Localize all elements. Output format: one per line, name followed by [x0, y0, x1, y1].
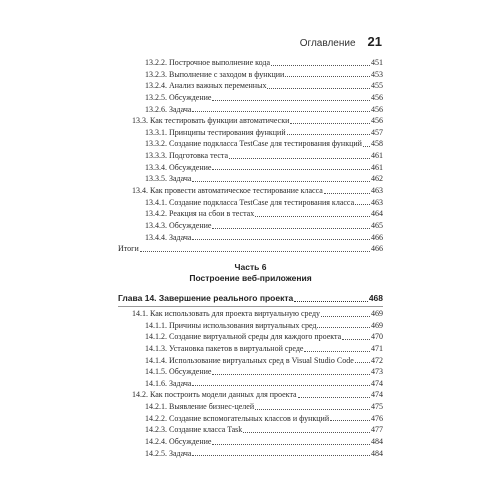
dot-leader: [330, 419, 370, 421]
toc-entry-title: 13.2.5. Обсуждение: [145, 92, 212, 102]
toc-entry[interactable]: [118, 436, 383, 448]
toc-entry-page: 471: [371, 343, 383, 353]
dot-leader: [294, 300, 368, 302]
toc-entry[interactable]: [118, 243, 383, 255]
dot-leader: [229, 157, 370, 159]
toc-entry-title: 14.2.3. Создание класса Task: [145, 425, 243, 435]
toc-entry[interactable]: [118, 80, 383, 92]
dot-leader: [192, 238, 370, 240]
toc-entry[interactable]: [118, 104, 383, 116]
dot-leader: [255, 408, 370, 410]
dot-leader: [140, 250, 370, 252]
dot-leader: [267, 87, 370, 89]
page-number: 21: [367, 34, 382, 49]
dot-leader: [243, 431, 370, 433]
dot-leader: [212, 227, 370, 229]
dot-leader: [285, 75, 370, 77]
toc-entry-title: 13.2.2. Построчное выполнение кода: [145, 57, 271, 67]
part-heading: [118, 262, 383, 284]
toc-entry-page: 458: [371, 139, 383, 149]
toc-entry-page: 463: [371, 186, 383, 196]
toc-entry-title: 13.4.1. Создание подкласса TestCase для тестирования класса: [145, 197, 355, 207]
toc-entry-page: 457: [371, 127, 383, 137]
dot-leader: [192, 180, 370, 182]
toc-entry-page: 465: [371, 220, 383, 230]
toc-entry-page: 464: [371, 209, 383, 219]
dot-leader: [363, 145, 370, 147]
part-number: Часть 6: [234, 262, 267, 272]
toc-entry-page: 462: [371, 174, 383, 184]
toc-entry-title: 14.1.3. Установка пакетов в виртуальной среде: [145, 343, 304, 353]
toc-entry[interactable]: [118, 331, 383, 343]
toc-entry-title: 13.3.2. Создание подкласса TestCase для тестирования функций: [145, 139, 362, 149]
toc-entry[interactable]: [118, 197, 383, 209]
toc-entry-title: 14.2.5. Задача: [145, 448, 192, 458]
toc-entry-page: 455: [371, 81, 383, 91]
toc-entry[interactable]: [118, 378, 383, 390]
toc-entry-page: 461: [371, 162, 383, 172]
toc-entry-title: 14.1.1. Причины использования виртуальных сред: [145, 320, 317, 330]
dot-leader: [192, 384, 370, 386]
toc-entry[interactable]: [118, 308, 383, 320]
toc-entry[interactable]: [118, 232, 383, 244]
toc-entry-title: 13.3. Как тестировать функции автоматически: [132, 116, 290, 126]
toc-entry-page: 484: [371, 448, 383, 458]
toc-entry[interactable]: [118, 127, 383, 139]
toc-entry-page: 456: [371, 92, 383, 102]
toc-entry-title: 14.1.2. Создание виртуальной среды для каждого проекта: [145, 332, 342, 342]
toc-entry[interactable]: [118, 162, 383, 174]
dot-leader: [212, 168, 370, 170]
dot-leader: [192, 454, 370, 456]
toc-entry-title: 13.3.4. Обсуждение: [145, 162, 212, 172]
toc-entry-page: 469: [371, 320, 383, 330]
toc-list-top: [118, 57, 383, 255]
toc-entry-title: 13.2.6. Задача: [145, 104, 192, 114]
toc-entry[interactable]: [118, 115, 383, 127]
toc-entry-page: 466: [371, 232, 383, 242]
dot-leader: [271, 64, 370, 66]
toc-entry-title: 13.2.3. Выполнение с заходом в функции: [145, 69, 285, 79]
dot-leader: [355, 203, 370, 205]
dot-leader: [317, 326, 370, 328]
toc-entry-title: 14.1.5. Обсуждение: [145, 367, 212, 377]
toc-entry-title: 13.4.2. Реакция на сбои в тестах: [145, 209, 255, 219]
toc-entry-title: 14.1.6. Задача: [145, 378, 192, 388]
toc-entry[interactable]: [118, 355, 383, 367]
toc-entry-title: 14.2.2. Создание вспомогательных классов и функций: [145, 413, 330, 423]
dot-leader: [255, 215, 370, 217]
toc-entry[interactable]: [118, 57, 383, 69]
toc-entry-title: 13.4.4. Задача: [145, 232, 192, 242]
dot-leader: [355, 361, 370, 363]
running-header-title: Оглавление: [299, 38, 356, 49]
toc-entry-title: 13.3.5. Задача: [145, 174, 192, 184]
toc-entry-page: 474: [371, 390, 383, 400]
toc-entry-title: 13.3.3. Подготовка теста: [145, 151, 229, 161]
chapter-page: 468: [368, 293, 383, 303]
toc-entry-title: 13.3.1. Принципы тестирования функций: [145, 127, 286, 137]
toc-entry-page: 473: [371, 367, 383, 377]
dot-leader: [287, 133, 370, 135]
toc-list-bottom: [118, 292, 383, 459]
toc-entry-page: 463: [371, 197, 383, 207]
toc-entry-page: 456: [371, 104, 383, 114]
dot-leader: [192, 110, 370, 112]
dot-leader: [304, 350, 370, 352]
dot-leader: [321, 315, 370, 317]
chapter-title: Глава 14. Завершение реального проекта: [118, 293, 294, 303]
dot-leader: [212, 99, 370, 101]
dot-leader: [324, 192, 370, 194]
dot-leader: [212, 373, 370, 375]
toc-entry[interactable]: [118, 69, 383, 81]
chapter-entry[interactable]: [118, 292, 383, 305]
toc-entry[interactable]: [118, 92, 383, 104]
toc-entry-page: 466: [371, 244, 383, 254]
dot-leader: [290, 122, 370, 124]
toc-entry-page: 477: [371, 425, 383, 435]
toc-entry-title: Итоги: [118, 244, 139, 254]
toc-entry-title: 14.2.1. Выявление бизнес-целей: [145, 402, 255, 412]
toc-entry-page: 453: [371, 69, 383, 79]
toc-entry[interactable]: [118, 389, 383, 401]
toc-entry-page: 484: [371, 437, 383, 447]
dot-leader: [212, 443, 370, 445]
toc-entry-page: 451: [371, 57, 383, 67]
toc-entry-title: 14.1. Как использовать для проекта виртуальную среду: [132, 308, 321, 318]
toc-entry-title: 14.2. Как построить модели данных для проекта: [132, 390, 297, 400]
toc-entry-page: 472: [371, 355, 383, 365]
toc-entry[interactable]: [118, 208, 383, 220]
toc-entry[interactable]: [118, 173, 383, 185]
toc-entry-title: 14.1.4. Использование виртуальных сред в Visual Studio Code: [145, 355, 354, 365]
running-header: [300, 34, 382, 49]
toc-entry[interactable]: [118, 448, 383, 460]
toc-entry-title: 14.2.4. Обсуждение: [145, 437, 212, 447]
part-title: Построение веб-приложения: [189, 273, 312, 283]
toc-entry[interactable]: [118, 366, 383, 378]
toc-entry-page: 461: [371, 151, 383, 161]
toc-entry[interactable]: [118, 220, 383, 232]
toc-entry-title: 13.4.3. Обсуждение: [145, 220, 212, 230]
chapter-underline: [118, 306, 383, 307]
toc-entry-page: 456: [371, 116, 383, 126]
toc-entry[interactable]: [118, 401, 383, 413]
toc-entry[interactable]: [118, 413, 383, 425]
dot-leader: [342, 338, 370, 340]
toc-entry[interactable]: [118, 424, 383, 436]
toc-entry[interactable]: [118, 185, 383, 197]
toc-entry-title: 13.2.4. Анализ важных переменных: [145, 81, 267, 91]
toc-entry[interactable]: [118, 343, 383, 355]
dot-leader: [298, 396, 370, 398]
toc-entry[interactable]: [118, 150, 383, 162]
toc-entry-page: 474: [371, 378, 383, 388]
toc-entry-page: 470: [371, 332, 383, 342]
toc-entry-page: 476: [371, 413, 383, 423]
toc-entry-title: 13.4. Как провести автоматическое тестирование класса: [132, 186, 323, 196]
toc-entry-page: 475: [371, 402, 383, 412]
toc-entry[interactable]: [118, 138, 383, 150]
toc-entry-page: 469: [371, 308, 383, 318]
toc-entry[interactable]: [118, 320, 383, 332]
